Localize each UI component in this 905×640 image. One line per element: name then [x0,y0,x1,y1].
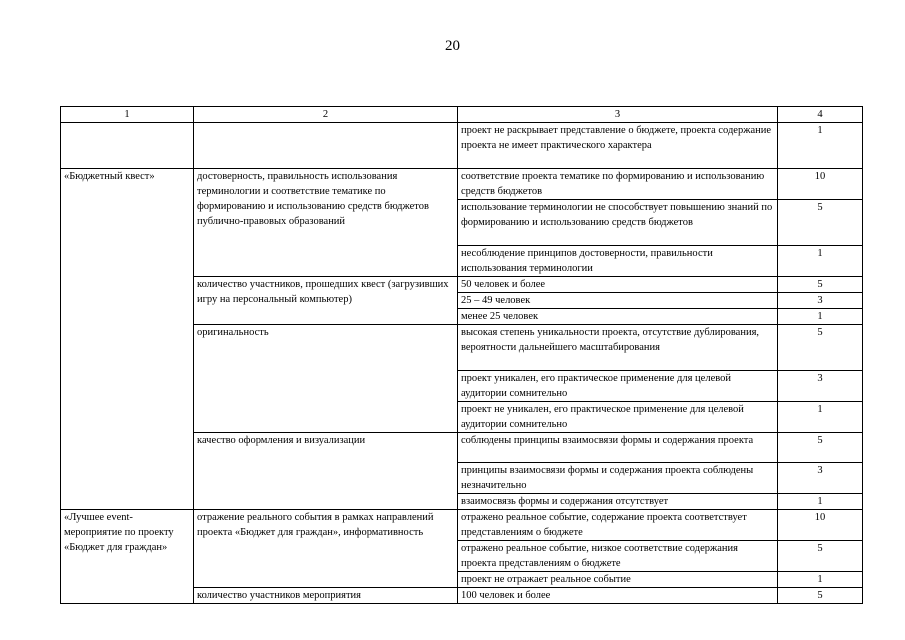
level-cell: проект уникален, его практическое применение для целевой аудитории сомнительно [458,371,778,402]
column-header-number: 2 [194,107,458,123]
score-cell: 5 [778,588,863,604]
score-cell: 1 [778,572,863,588]
score-cell: 3 [778,371,863,402]
column-header-number: 4 [778,107,863,123]
level-cell: принципы взаимосвязи формы и содержания проекта соблюдены незначительно [458,463,778,494]
level-cell: использование терминологии не способствует повышению знаний по формированию и использованию средств бюджетов [458,200,778,246]
table-row [61,169,863,200]
level-cell: 25 – 49 человек [458,293,778,309]
level-cell: проект не отражает реальное событие [458,572,778,588]
level-cell: несоблюдение принципов достоверности, правильности использования терминологии [458,246,778,277]
score-cell: 1 [778,246,863,277]
score-cell: 1 [778,402,863,433]
criterion-cell: оригинальность [194,325,458,433]
level-cell: отражено реальное событие, низкое соответствие содержания проекта представлениям о бюджете [458,541,778,572]
level-cell: 50 человек и более [458,277,778,293]
level-cell: взаимосвязь формы и содержания отсутствует [458,494,778,510]
score-cell: 5 [778,277,863,293]
score-cell: 3 [778,463,863,494]
score-cell: 1 [778,494,863,510]
level-cell: соблюдены принципы взаимосвязи формы и содержания проекта [458,433,778,463]
score-cell: 1 [778,309,863,325]
score-cell: 5 [778,325,863,371]
criterion-cell: достоверность, правильность использования терминологии и соответствие тематике по формированию и использованию средств бюджетов публично-правовых образований [194,169,458,277]
score-cell: 10 [778,169,863,200]
score-cell: 5 [778,541,863,572]
level-cell: высокая степень уникальности проекта, отсутствие дублирования, вероятности дальнейшего масштабирования [458,325,778,371]
table-header-row [61,107,863,123]
level-cell: 100 человек и более [458,588,778,604]
criterion-cell: количество участников, прошедших квест (загрузивших игру на персональный компьютер) [194,277,458,325]
level-cell: соответствие проекта тематике по формированию и использованию средств бюджетов [458,169,778,200]
criterion-cell: отражение реального события в рамках направлений проекта «Бюджет для граждан», информативность [194,510,458,588]
nomination-cell: «Бюджетный квест» [61,169,194,510]
page-number: 20 [445,38,460,54]
score-cell: 3 [778,293,863,309]
level-cell: менее 25 человек [458,309,778,325]
evaluation-criteria-table [60,106,863,604]
criterion-cell [194,123,458,169]
nomination-cell [61,123,194,169]
score-cell: 5 [778,200,863,246]
criterion-cell: количество участников мероприятия [194,588,458,604]
score-cell: 1 [778,123,863,169]
nomination-cell: «Лучшее event-мероприятие по проекту «Бюджет для граждан» [61,510,194,604]
score-cell: 10 [778,510,863,541]
column-header-number: 1 [61,107,194,123]
column-header-number: 3 [458,107,778,123]
score-cell: 5 [778,433,863,463]
level-cell: проект не раскрывает представление о бюджете, проекта содержание проекта не имеет практического характера [458,123,778,169]
level-cell: отражено реальное событие, содержание проекта соответствует представлениям о бюджете [458,510,778,541]
table-row [61,510,863,541]
criterion-cell: качество оформления и визуализации [194,433,458,510]
table-row [61,123,863,169]
level-cell: проект не уникален, его практическое применение для целевой аудитории сомнительно [458,402,778,433]
